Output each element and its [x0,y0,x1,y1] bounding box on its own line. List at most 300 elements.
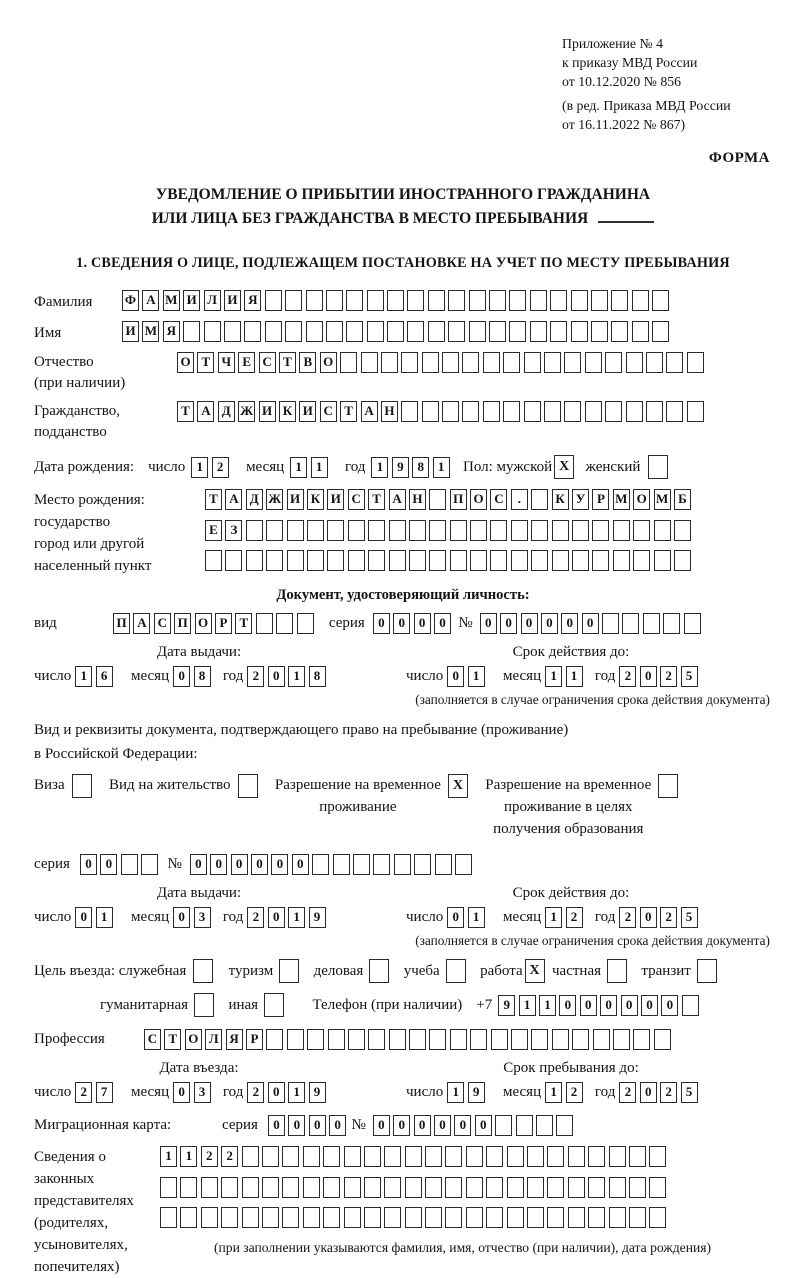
char-cell[interactable]: 0 [268,666,285,687]
char-cell[interactable] [369,959,389,983]
char-cell[interactable]: О [320,352,337,373]
char-cell[interactable] [407,321,424,342]
char-cell[interactable]: Р [592,489,609,510]
char-cell[interactable] [265,321,282,342]
char-cell[interactable]: Я [244,290,261,311]
char-cell[interactable] [323,1177,340,1198]
char-cell[interactable]: С [348,489,365,510]
char-cell[interactable] [605,352,622,373]
char-cell[interactable]: Т [340,401,357,422]
char-cell[interactable]: К [279,401,296,422]
char-cell[interactable]: X [525,959,545,983]
char-cell[interactable] [326,290,343,311]
char-cell[interactable]: И [287,489,304,510]
char-cell[interactable]: 0 [288,1115,305,1136]
char-cell[interactable] [571,321,588,342]
char-cell[interactable] [470,1029,487,1050]
char-cell[interactable]: 1 [288,666,305,687]
char-cell[interactable] [221,1177,238,1198]
char-cell[interactable] [568,1146,585,1167]
char-cell[interactable] [442,352,459,373]
char-cell[interactable]: 0 [393,613,410,634]
char-cell[interactable] [556,1115,573,1136]
char-cell[interactable]: 2 [212,457,229,478]
char-cell[interactable] [552,1029,569,1050]
char-cell[interactable]: 0 [190,854,207,875]
char-cell[interactable] [361,352,378,373]
char-cell[interactable] [469,321,486,342]
char-cell[interactable] [348,1029,365,1050]
char-cell[interactable]: 0 [561,613,578,634]
char-cell[interactable]: 1 [191,457,208,478]
char-cell[interactable] [591,290,608,311]
char-cell[interactable] [364,1177,381,1198]
char-cell[interactable]: 2 [619,907,636,928]
char-cell[interactable] [409,1029,426,1050]
char-cell[interactable] [490,520,507,541]
char-cell[interactable]: П [450,489,467,510]
char-cell[interactable] [381,352,398,373]
char-cell[interactable]: Б [674,489,691,510]
char-cell[interactable]: 8 [412,457,429,478]
char-cell[interactable] [306,321,323,342]
char-cell[interactable]: 0 [414,613,431,634]
char-cell[interactable] [384,1207,401,1228]
char-cell[interactable] [409,520,426,541]
char-cell[interactable]: Л [205,1029,222,1050]
char-cell[interactable] [466,1146,483,1167]
char-cell[interactable]: Т [177,401,194,422]
char-cell[interactable]: 9 [309,907,326,928]
char-cell[interactable] [687,352,704,373]
char-cell[interactable] [602,613,619,634]
char-cell[interactable] [121,854,138,875]
char-cell[interactable] [607,959,627,983]
char-cell[interactable] [297,613,314,634]
char-cell[interactable] [455,854,472,875]
char-cell[interactable]: Д [246,489,263,510]
char-cell[interactable]: С [154,613,171,634]
char-cell[interactable] [654,550,671,571]
char-cell[interactable] [511,1029,528,1050]
char-cell[interactable] [682,995,699,1016]
char-cell[interactable]: 1 [539,995,556,1016]
char-cell[interactable] [622,613,639,634]
char-cell[interactable]: Я [163,321,180,342]
char-cell[interactable]: 1 [311,457,328,478]
char-cell[interactable] [588,1146,605,1167]
char-cell[interactable] [373,854,390,875]
char-cell[interactable] [658,774,678,798]
char-cell[interactable] [550,290,567,311]
char-cell[interactable]: 2 [660,1082,677,1103]
char-cell[interactable] [276,613,293,634]
char-cell[interactable] [368,550,385,571]
char-cell[interactable] [654,520,671,541]
char-cell[interactable] [552,550,569,571]
char-cell[interactable] [333,854,350,875]
char-cell[interactable] [368,520,385,541]
char-cell[interactable]: 2 [247,666,264,687]
char-cell[interactable]: 0 [268,907,285,928]
char-cell[interactable] [405,1207,422,1228]
char-cell[interactable]: А [389,489,406,510]
char-cell[interactable] [225,550,242,571]
char-cell[interactable] [422,401,439,422]
char-cell[interactable] [511,520,528,541]
char-cell[interactable] [629,1207,646,1228]
char-cell[interactable] [312,854,329,875]
char-cell[interactable] [527,1207,544,1228]
char-cell[interactable] [407,290,424,311]
char-cell[interactable]: 2 [247,907,264,928]
char-cell[interactable]: Е [238,352,255,373]
char-cell[interactable]: 2 [247,1082,264,1103]
char-cell[interactable]: 1 [371,457,388,478]
char-cell[interactable] [652,321,669,342]
char-cell[interactable]: И [183,290,200,311]
char-cell[interactable] [425,1146,442,1167]
char-cell[interactable]: 0 [475,1115,492,1136]
char-cell[interactable]: 0 [454,1115,471,1136]
char-cell[interactable]: О [633,489,650,510]
char-cell[interactable] [323,1207,340,1228]
char-cell[interactable] [287,1029,304,1050]
char-cell[interactable] [328,1029,345,1050]
char-cell[interactable]: Р [246,1029,263,1050]
char-cell[interactable] [633,520,650,541]
char-cell[interactable] [486,1207,503,1228]
char-cell[interactable]: . [511,489,528,510]
char-cell[interactable]: 1 [180,1146,197,1167]
char-cell[interactable] [264,993,284,1017]
char-cell[interactable]: А [197,401,214,422]
char-cell[interactable]: Т [279,352,296,373]
char-cell[interactable] [491,1029,508,1050]
char-cell[interactable]: С [144,1029,161,1050]
char-cell[interactable]: 1 [468,907,485,928]
char-cell[interactable] [448,321,465,342]
char-cell[interactable] [384,1177,401,1198]
char-cell[interactable] [367,290,384,311]
char-cell[interactable] [450,520,467,541]
char-cell[interactable] [509,290,526,311]
char-cell[interactable] [303,1177,320,1198]
char-cell[interactable] [531,550,548,571]
char-cell[interactable]: 2 [619,666,636,687]
char-cell[interactable] [448,290,465,311]
char-cell[interactable] [327,550,344,571]
char-cell[interactable] [340,352,357,373]
char-cell[interactable]: 0 [521,613,538,634]
char-cell[interactable]: С [320,401,337,422]
char-cell[interactable] [489,290,506,311]
char-cell[interactable] [530,290,547,311]
char-cell[interactable]: 0 [582,613,599,634]
char-cell[interactable]: В [299,352,316,373]
char-cell[interactable] [611,321,628,342]
char-cell[interactable] [632,290,649,311]
char-cell[interactable] [649,1146,666,1167]
char-cell[interactable] [466,1207,483,1228]
char-cell[interactable]: П [174,613,191,634]
char-cell[interactable]: 9 [468,1082,485,1103]
char-cell[interactable] [224,321,241,342]
char-cell[interactable] [626,352,643,373]
char-cell[interactable] [401,352,418,373]
char-cell[interactable]: 6 [96,666,113,687]
char-cell[interactable] [547,1177,564,1198]
char-cell[interactable] [652,290,669,311]
char-cell[interactable] [629,1146,646,1167]
char-cell[interactable]: Т [197,352,214,373]
char-cell[interactable]: А [142,290,159,311]
char-cell[interactable] [524,401,541,422]
char-cell[interactable] [531,489,548,510]
char-cell[interactable]: М [613,489,630,510]
char-cell[interactable] [201,1207,218,1228]
char-cell[interactable]: М [654,489,671,510]
char-cell[interactable]: Н [409,489,426,510]
char-cell[interactable] [450,1029,467,1050]
char-cell[interactable] [344,1177,361,1198]
char-cell[interactable]: 0 [373,613,390,634]
char-cell[interactable] [282,1177,299,1198]
char-cell[interactable] [495,1115,512,1136]
char-cell[interactable]: Т [235,613,252,634]
char-cell[interactable] [588,1177,605,1198]
char-cell[interactable]: О [185,1029,202,1050]
char-cell[interactable] [405,1146,422,1167]
char-cell[interactable]: И [122,321,139,342]
char-cell[interactable]: 1 [545,907,562,928]
char-cell[interactable]: 0 [173,1082,190,1103]
char-cell[interactable] [503,352,520,373]
char-cell[interactable]: 8 [309,666,326,687]
char-cell[interactable] [364,1146,381,1167]
char-cell[interactable]: Н [381,401,398,422]
char-cell[interactable]: 0 [268,1115,285,1136]
char-cell[interactable]: А [133,613,150,634]
char-cell[interactable] [428,290,445,311]
char-cell[interactable]: 0 [271,854,288,875]
char-cell[interactable]: 1 [433,457,450,478]
char-cell[interactable] [201,1177,218,1198]
char-cell[interactable]: 0 [414,1115,431,1136]
char-cell[interactable]: X [448,774,468,798]
char-cell[interactable]: 2 [660,907,677,928]
char-cell[interactable] [445,1177,462,1198]
char-cell[interactable] [307,520,324,541]
char-cell[interactable] [572,550,589,571]
char-cell[interactable] [303,1207,320,1228]
char-cell[interactable]: Т [205,489,222,510]
char-cell[interactable] [205,550,222,571]
char-cell[interactable]: 0 [373,1115,390,1136]
char-cell[interactable]: Т [164,1029,181,1050]
char-cell[interactable] [571,290,588,311]
char-cell[interactable] [649,1177,666,1198]
char-cell[interactable] [389,1029,406,1050]
char-cell[interactable]: Т [368,489,385,510]
char-cell[interactable] [544,401,561,422]
char-cell[interactable] [609,1207,626,1228]
char-cell[interactable]: 0 [447,907,464,928]
char-cell[interactable]: Ф [122,290,139,311]
char-cell[interactable]: А [361,401,378,422]
char-cell[interactable]: 1 [519,995,536,1016]
char-cell[interactable]: М [142,321,159,342]
char-cell[interactable]: 0 [434,1115,451,1136]
char-cell[interactable] [632,321,649,342]
char-cell[interactable] [141,854,158,875]
char-cell[interactable] [401,401,418,422]
char-cell[interactable]: 1 [160,1146,177,1167]
char-cell[interactable] [160,1207,177,1228]
char-cell[interactable]: 1 [75,666,92,687]
char-cell[interactable] [663,613,680,634]
char-cell[interactable] [193,959,213,983]
char-cell[interactable] [626,401,643,422]
char-cell[interactable]: 0 [210,854,227,875]
char-cell[interactable] [609,1177,626,1198]
char-cell[interactable] [629,1177,646,1198]
char-cell[interactable]: П [113,613,130,634]
char-cell[interactable]: 0 [640,907,657,928]
char-cell[interactable] [466,1177,483,1198]
char-cell[interactable]: 0 [173,666,190,687]
char-cell[interactable] [266,520,283,541]
char-cell[interactable] [592,550,609,571]
char-cell[interactable]: 1 [288,907,305,928]
char-cell[interactable] [568,1177,585,1198]
char-cell[interactable]: 0 [292,854,309,875]
char-cell[interactable] [527,1146,544,1167]
char-cell[interactable]: 1 [566,666,583,687]
char-cell[interactable] [429,550,446,571]
char-cell[interactable] [344,1207,361,1228]
char-cell[interactable] [242,1177,259,1198]
char-cell[interactable] [285,321,302,342]
char-cell[interactable]: 2 [566,907,583,928]
char-cell[interactable] [593,1029,610,1050]
char-cell[interactable] [445,1146,462,1167]
char-cell[interactable]: 0 [251,854,268,875]
char-cell[interactable]: 1 [288,1082,305,1103]
char-cell[interactable] [282,1207,299,1228]
char-cell[interactable] [633,1029,650,1050]
char-cell[interactable] [572,520,589,541]
char-cell[interactable] [486,1177,503,1198]
char-cell[interactable] [348,550,365,571]
char-cell[interactable] [425,1177,442,1198]
char-cell[interactable]: 9 [498,995,515,1016]
char-cell[interactable]: 0 [580,995,597,1016]
char-cell[interactable]: 2 [619,1082,636,1103]
char-cell[interactable]: 1 [290,457,307,478]
char-cell[interactable] [287,520,304,541]
char-cell[interactable] [346,290,363,311]
char-cell[interactable]: 0 [231,854,248,875]
char-cell[interactable] [486,1146,503,1167]
char-cell[interactable]: 3 [194,1082,211,1103]
char-cell[interactable] [609,1146,626,1167]
char-cell[interactable]: 1 [447,1082,464,1103]
char-cell[interactable] [531,1029,548,1050]
char-cell[interactable]: 2 [201,1146,218,1167]
char-cell[interactable] [483,352,500,373]
char-cell[interactable] [160,1177,177,1198]
char-cell[interactable]: X [554,455,574,479]
char-cell[interactable] [238,774,258,798]
char-cell[interactable] [507,1207,524,1228]
char-cell[interactable] [323,1146,340,1167]
char-cell[interactable] [536,1115,553,1136]
char-cell[interactable] [364,1207,381,1228]
char-cell[interactable]: О [195,613,212,634]
char-cell[interactable] [204,321,221,342]
char-cell[interactable] [262,1207,279,1228]
char-cell[interactable]: Л [204,290,221,311]
char-cell[interactable]: Р [215,613,232,634]
char-cell[interactable] [613,1029,630,1050]
char-cell[interactable]: 2 [75,1082,92,1103]
char-cell[interactable]: 0 [173,907,190,928]
char-cell[interactable] [585,352,602,373]
char-cell[interactable] [483,401,500,422]
char-cell[interactable]: Ж [266,489,283,510]
char-cell[interactable] [527,1177,544,1198]
char-cell[interactable] [613,520,630,541]
char-cell[interactable]: К [552,489,569,510]
char-cell[interactable] [507,1146,524,1167]
char-cell[interactable] [287,550,304,571]
char-cell[interactable]: З [225,520,242,541]
char-cell[interactable] [326,321,343,342]
char-cell[interactable] [697,959,717,983]
char-cell[interactable] [428,321,445,342]
char-cell[interactable] [544,352,561,373]
char-cell[interactable] [568,1207,585,1228]
char-cell[interactable] [72,774,92,798]
char-cell[interactable] [613,550,630,571]
char-cell[interactable] [285,290,302,311]
char-cell[interactable] [585,401,602,422]
char-cell[interactable] [572,1029,589,1050]
char-cell[interactable] [530,321,547,342]
char-cell[interactable] [387,321,404,342]
char-cell[interactable] [306,290,323,311]
char-cell[interactable] [429,1029,446,1050]
char-cell[interactable]: О [177,352,194,373]
char-cell[interactable] [611,290,628,311]
char-cell[interactable]: 0 [641,995,658,1016]
char-cell[interactable] [409,550,426,571]
char-cell[interactable]: Е [205,520,222,541]
char-cell[interactable] [282,1146,299,1167]
char-cell[interactable] [266,1029,283,1050]
char-cell[interactable] [244,321,261,342]
char-cell[interactable] [262,1177,279,1198]
char-cell[interactable] [389,550,406,571]
char-cell[interactable] [531,520,548,541]
char-cell[interactable] [516,1115,533,1136]
char-cell[interactable] [507,1177,524,1198]
char-cell[interactable] [303,1146,320,1167]
char-cell[interactable] [490,550,507,571]
char-cell[interactable] [666,401,683,422]
char-cell[interactable]: 3 [194,907,211,928]
